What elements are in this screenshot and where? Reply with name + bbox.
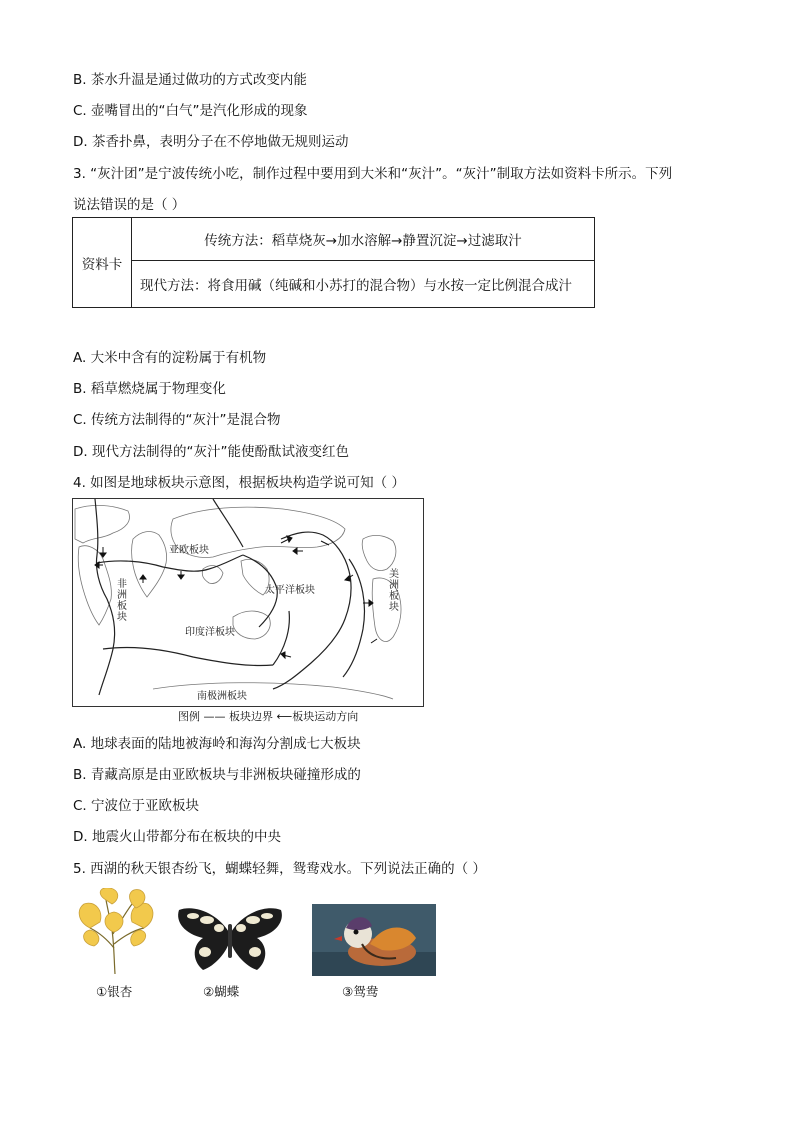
q2-option-b: B. 茶水升温是通过做功的方式改变内能 xyxy=(73,72,307,88)
plate-tectonics-map xyxy=(72,498,424,707)
q3-stem-line2: 说法错误的是（ ） xyxy=(73,197,186,213)
q3-option-c: C. 传统方法制得的“灰汁”是混合物 xyxy=(73,412,281,428)
q4-stem: 4. 如图是地球板块示意图，根据板块构造学说可知（ ） xyxy=(73,475,405,491)
data-card-table xyxy=(72,217,595,308)
caption-mandarin-duck: ③鸳鸯 xyxy=(342,984,379,999)
label-pacific-plate: 太平洋板块 xyxy=(265,585,315,596)
caption-butterfly: ②蝴蝶 xyxy=(203,984,240,999)
card-header: 资料卡 xyxy=(73,218,132,308)
label-african-plate: 非 洲 板 块 xyxy=(117,579,127,623)
q4-option-a: A. 地球表面的陆地被海岭和海沟分割成七大板块 xyxy=(73,736,361,752)
card-traditional-method: 传统方法：稻草烧灰→加水溶解→静置沉淀→过滤取汁 xyxy=(132,218,595,261)
ginkgo-image xyxy=(74,888,156,980)
caption-ginkgo: ①银杏 xyxy=(96,984,133,999)
q3-option-b: B. 稻草燃烧属于物理变化 xyxy=(73,381,226,397)
q2-option-d: D. 茶香扑鼻，表明分子在不停地做无规则运动 xyxy=(73,134,349,150)
map-legend: 图例 —— 板块边界 ⟵板块运动方向 xyxy=(178,710,359,723)
label-antarctic-plate: 南极洲板块 xyxy=(197,691,247,702)
q2-option-c: C. 壶嘴冒出的“白气”是汽化形成的现象 xyxy=(73,103,308,119)
card-modern-method: 现代方法：将食用碱（纯碱和小苏打的混合物）与水按一定比例混合成汁 xyxy=(132,261,595,308)
label-eurasian-plate: 亚欧板块 xyxy=(169,545,209,556)
q3-option-d: D. 现代方法制得的“灰汁”能使酚酞试液变红色 xyxy=(73,444,349,460)
q4-option-c: C. 宁波位于亚欧板块 xyxy=(73,798,200,814)
q3-option-a: A. 大米中含有的淀粉属于有机物 xyxy=(73,350,267,366)
butterfly-image xyxy=(175,904,285,978)
q5-stem: 5. 西湖的秋天银杏纷飞，蝴蝶轻舞，鸳鸯戏水。下列说法正确的（ ） xyxy=(73,861,486,877)
q4-option-d: D. 地震火山带都分布在板块的中央 xyxy=(73,829,281,845)
q4-option-b: B. 青藏高原是由亚欧板块与非洲板块碰撞形成的 xyxy=(73,767,361,783)
q3-stem-line1: 3. “灰汁团”是宁波传统小吃，制作过程中要用到大米和“灰汁”。“灰汁”制取方法如资料卡所示。下列 xyxy=(73,166,673,182)
mandarin-duck-image xyxy=(312,904,436,980)
label-indian-plate: 印度洋板块 xyxy=(185,627,235,638)
label-american-plate: 美 洲 板 块 xyxy=(389,569,399,613)
